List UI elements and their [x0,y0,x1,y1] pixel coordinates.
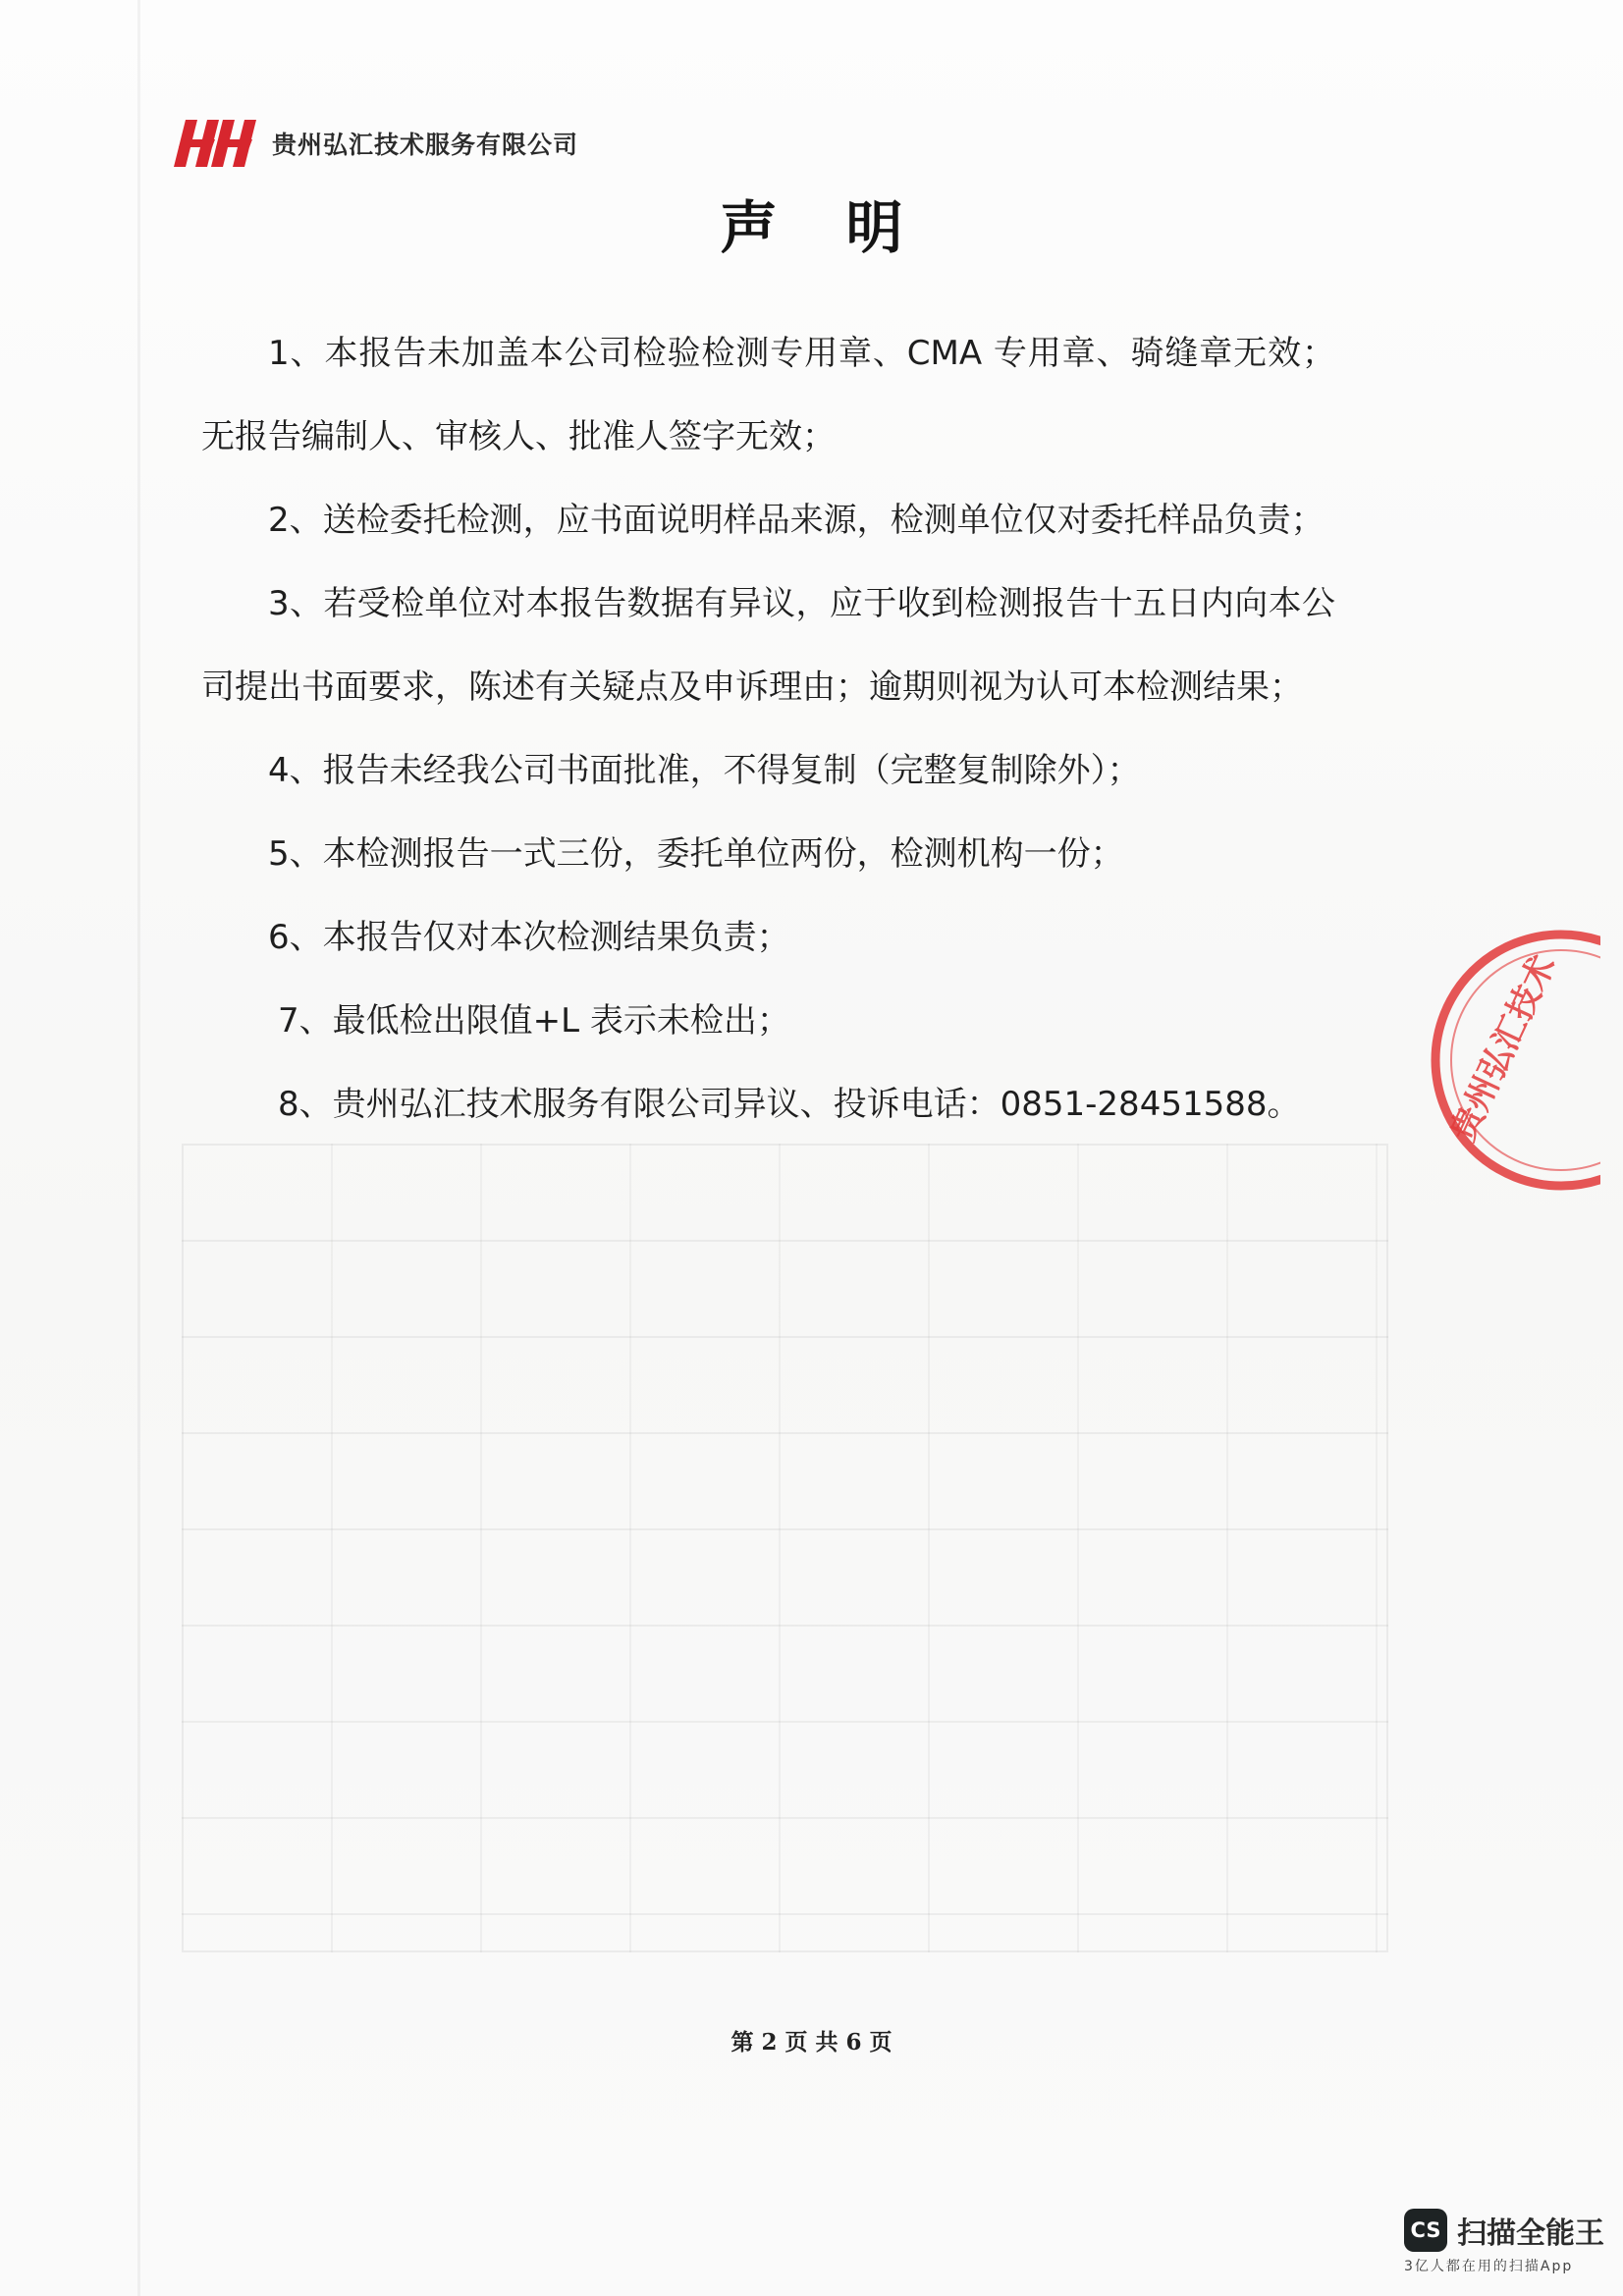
statement-item-2: 2、送检委托检测，应书面说明样品来源，检测单位仅对委托样品负责； [268,501,1325,540]
statement-item-6: 6、本报告仅对本次检测结果负责； [268,918,790,957]
company-seal-icon [1414,918,1600,1202]
statement-item-7: 7、最低检出限值+L 表示未检出； [278,1001,790,1041]
statement-item-1: 1、本报告未加盖本公司检验检测专用章、CMA 专用章、骑缝章无效；无报告编制人、审核人、批准人签字无效； [201,334,1335,456]
scanner-tagline: 3亿人都在用的扫描App [1404,2259,1574,2274]
scanner-watermark [1404,2209,1604,2275]
statement-item-4: 4、报告未经我公司书面批准，不得复制（完整复制除外）； [268,751,1141,790]
page-title: 声明 [720,194,972,261]
statement-item-3: 3、若受检单位对本报告数据有异议，应于收到检测报告十五日内向本公司提出书面要求，陈述有关疑点及申诉理由；逾期则视为认可本检测结果； [201,584,1335,707]
page-number: 第 2 页 共 6 页 [730,2029,893,2056]
company-name: 贵州弘汇技术服务有限公司 [272,131,579,159]
reverse-page-show-through [182,1144,1388,1952]
statement-item-5: 5、本检测报告一式三份，委托单位两份，检测机构一份； [268,834,1124,874]
scan-edge-shadow [137,0,140,2296]
svg-text:贵州弘汇技术: 贵州弘汇技术 [1442,949,1564,1148]
statement-item-8: 8、贵州弘汇技术服务有限公司异议、投诉电话：0851-28451588。 [278,1085,1301,1124]
hh-logo-icon [172,116,262,171]
company-header [172,116,578,171]
camscanner-logo-icon: CS [1404,2209,1447,2252]
statement-list [201,312,1335,1147]
scanner-app-name: 扫描全能王 [1457,2216,1604,2251]
